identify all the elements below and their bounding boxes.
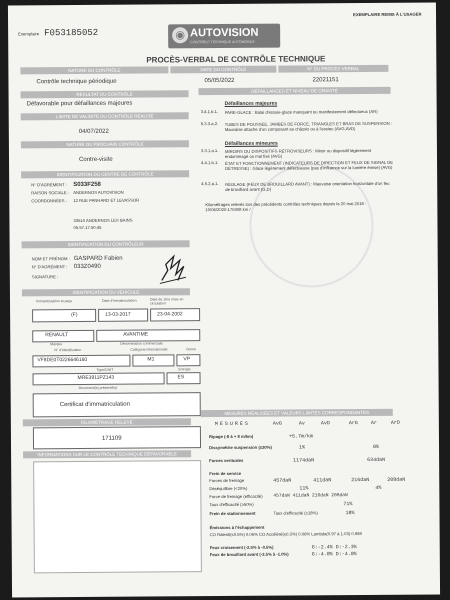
category: M1	[147, 356, 155, 363]
vin-box	[32, 355, 130, 368]
vin: VF8DE0T0226646160	[37, 356, 88, 364]
ripage-label: Ripage (-8 à + 8 m/km)	[208, 433, 254, 440]
stationnement-text: Taux d'efficacité (≥18%)	[273, 510, 318, 516]
brand-subtitle: CONTRÔLE TECHNIQUE AUTOMOBILE	[190, 39, 255, 45]
inspection-report-sheet	[8, 3, 440, 598]
energy-label: Énergie	[178, 367, 191, 372]
feux-cr-value: G:-2.4% D:-2.3%	[311, 544, 357, 551]
genre-label: Genre	[186, 347, 197, 352]
document-number: F053185052	[44, 27, 99, 39]
vehicle-heading: IDENTIFICATION DU VÉHICULE	[22, 288, 190, 296]
minor-title: Défaillances mineures	[224, 140, 278, 147]
feux-cr-label: Feux croisement (-2.5% à -0.5%)	[209, 544, 274, 551]
controller-name: GASPARD Fabien	[73, 255, 123, 263]
validity-date: 04/07/2022	[78, 128, 109, 136]
reg-date-box	[98, 309, 148, 322]
make-label: Marque	[50, 342, 63, 347]
forces-v-label: Forces verticales	[209, 457, 244, 464]
pv-number: 22021151	[312, 77, 339, 84]
document-presented: Certificat d'immatriculation	[59, 401, 130, 409]
major-title: Défaillances majeures	[224, 100, 278, 107]
minor-2-code: 4.4.1.b.1.	[201, 160, 219, 166]
emissions-label: Émissions à l'échappement	[209, 524, 265, 531]
feux-br-label: Feux de brouillard avant (-3.5% à -1.0%)	[209, 551, 289, 558]
energy-box	[167, 372, 201, 384]
autovision-logo	[168, 24, 280, 49]
col-arg: ArG	[348, 420, 358, 427]
country: (F)	[71, 312, 78, 319]
controller-name-label: NOM ET PRÉNOM :	[31, 256, 70, 262]
control-date: 05/05/2022	[204, 77, 235, 85]
minor-3-text: RÉGLAGE (FEUX DE BROUILLARD AVANT) : Mauvaise orientation horizontale d'un feu de brouillard avant (G,D)	[225, 180, 390, 193]
odometer-box	[33, 426, 201, 449]
dissym-ar: 0%	[373, 443, 380, 450]
model-label: Dénomination commerciale	[120, 341, 163, 346]
minor-1-text: MIROIRS OU DISPOSITIFS RÉTROVISEURS : Miroir ou dispositif légèrement endommagé ou mal fixé (AVG)	[224, 147, 372, 160]
centre-agrement: S033F258	[73, 181, 101, 189]
defects-heading: DÉFAILLANCES ET NIVEAU DE GRAVITÉ	[199, 87, 391, 95]
first-date: 23-04-2002	[157, 311, 183, 318]
validity-heading: LIMITE DE VALIDITÉ DU CONTRÔLE RÉALISÉ	[21, 112, 189, 120]
odometer-heading: KILOMÉTRAGE RELEVÉ	[23, 418, 191, 426]
stationnement-value: 18%	[345, 510, 355, 517]
desequ-ar: 4%	[375, 484, 382, 491]
info-box	[33, 460, 202, 573]
model-box	[96, 329, 200, 342]
minor-2-text: ÉTAT ET FONCTIONNEMENT (INDICATEURS DE DIRECTION ET FEUX DE SIGNAL DE DÉTRESSE) : Glace légèrement défectueuse (pas d'influence sur la lumière émise) (AVG)	[225, 159, 394, 172]
next-heading: NATURE DU PROCHAIN CONTRÔLE	[21, 140, 189, 148]
emissions-values: CO Ralenti(≤0.5%) 0.06% CO Accéléré(≤0.3%) 0.06% Lambda(0.97 à 1.03) 0.998	[209, 531, 362, 538]
genre-box	[176, 354, 200, 366]
info-heading: INFORMATIONS SUR LE CONTRÔLE TECHNIQUE DÉFAVORABLE	[23, 450, 191, 458]
signature-label: SIGNATURE :	[31, 274, 59, 280]
first-date-label: Date de 1ère mise en circulation	[149, 297, 184, 306]
desequ-label: Déséquilibre (<20%)	[209, 485, 248, 492]
measures-heading: MESURES RÉALISÉES ET VALEURS LIMITES CORRESPONDANTES	[201, 409, 393, 417]
centre-raison-label: RAISON SOCIALE :	[31, 190, 69, 196]
service-label: Frein de service	[209, 470, 242, 477]
previous-km-note: Kilométrages relevés lors des précédents contrôles techniques depuis le 20 mai 2018 : 10/06/2020:170408 km /	[205, 201, 367, 213]
forces-v-ar: 634daN	[367, 456, 386, 464]
document-title: PROCÈS-VERBAL DE CONTRÔLE TECHNIQUE	[146, 54, 326, 65]
frein-avg: 457daN	[273, 477, 292, 484]
desequ-av: 11%	[299, 485, 309, 492]
copy-note: EXEMPLAIRE REMIS À L'USAGER	[352, 11, 422, 18]
feux-br-value: G:-4.0% D:-4.0%	[311, 551, 357, 558]
major-2-text: TUBES DE POUSSÉE, JAMBES DE FORCE, TRIANGLES ET BRAS DE SUSPENSION : Mauvaise attache d'un composant au châssis ou à l'essieu (AVG,AVD)	[224, 120, 392, 133]
plate-box	[32, 309, 96, 322]
document-prefix: Exemplaire	[18, 31, 40, 37]
forces-v-av: 1174daN	[293, 457, 315, 464]
col-ar: Ar	[370, 419, 377, 426]
car-icon: ◉	[172, 27, 188, 43]
brand-name: AUTOVISION	[190, 26, 259, 40]
reg-date-label: Date d'immatriculation	[101, 298, 137, 303]
energy: ES	[177, 374, 185, 381]
date-heading: DATE DU CONTRÔLE	[170, 66, 276, 74]
result-value: Défavorable pour défaillances majeures	[26, 100, 133, 108]
reg-date: 13-03-2017	[105, 311, 131, 318]
col-avg: AvG	[272, 420, 282, 427]
col-avd: AvD	[320, 420, 330, 427]
major-1-text: PARE-GLACE : Balai d'essuie-glace manquant ou manifestement défectueux (AR)	[224, 108, 378, 115]
result-heading: RÉSULTAT DU CONTRÔLE	[21, 90, 189, 98]
frein-label: Forces de freinage	[209, 477, 245, 484]
centre-address1: 12 RUE PANHARD ET LEVASSOR	[73, 197, 140, 204]
minor-1-code: 3.3.1.a.1.	[200, 148, 219, 154]
force-eff-value: 457daN 411daN 216daN 208daN	[273, 493, 348, 499]
taux-value: 71%	[343, 501, 353, 508]
model: AVANTIME	[123, 331, 149, 338]
genre: VP	[183, 356, 191, 363]
first-date-box	[150, 308, 200, 321]
ripage-value: +5.7m/km	[288, 433, 313, 440]
col-av: Av	[298, 420, 305, 427]
major-1-code: 3.4.1.b.1.	[200, 109, 219, 115]
centre-address2: 33510 ANDERNOS LES BAINS	[73, 217, 133, 224]
dissym-av: 1%	[299, 444, 306, 451]
imm-label: Immatriculation et pays	[35, 299, 73, 304]
controller-agrement-label: N° D'AGRÉMENT :	[31, 264, 68, 270]
centre-phone: 05.57.17.50.45	[73, 224, 102, 231]
centre-raison: ANDERNOS AUTOVISION	[73, 189, 124, 196]
make: RENAULT	[45, 332, 69, 339]
centre-agrement-label: N° D'AGRÉMENT :	[31, 182, 67, 188]
controller-agrement: 033Z0490	[73, 263, 101, 271]
docs-label: Document(s) présenté(s)	[78, 385, 118, 391]
make-box	[32, 330, 94, 342]
frein-ard: 208daN	[387, 476, 406, 483]
type: MRE3911PZ143	[77, 374, 115, 382]
taux-label: Taux d'efficacité (≥50%)	[209, 501, 254, 508]
major-2-code: 5.3.3.a.2.	[200, 121, 219, 127]
col-ard: ArD	[390, 419, 400, 426]
frein-avd: 411daN	[313, 477, 332, 484]
measures-header-label: MESURES	[214, 420, 250, 428]
stationnement-label: Frein de stationnement	[209, 510, 256, 517]
centre-heading: IDENTIFICATION DU CENTRE DE CONTRÔLE	[21, 170, 189, 178]
controller-heading: IDENTIFICATION DU CONTRÔLEUR	[22, 240, 190, 248]
centre-coord-label: COORDONNÉES :	[31, 198, 67, 204]
odometer-value: 171109	[101, 435, 122, 442]
document-box	[33, 392, 201, 417]
signature-mark	[158, 250, 188, 286]
type-label: Type/CNIT	[96, 367, 114, 372]
pv-heading: N° DU PROCÈS VERBAL	[278, 65, 388, 73]
dissym-label: Dissymétrie suspension (≤30%)	[209, 444, 272, 451]
frein-arg: 216daN	[351, 476, 370, 484]
next-control: Contre-visite	[78, 156, 113, 164]
category-box	[132, 354, 174, 366]
type-box	[33, 372, 165, 385]
force-eff-label: Force de freinage (efficacité)	[209, 493, 263, 500]
vin-label: N° d'identification	[54, 347, 82, 353]
category-label: Catégorie internationale	[130, 347, 168, 352]
control-nature: Contrôle technique périodique	[36, 78, 117, 86]
minor-3-code: 4.5.2.a.1.	[201, 181, 219, 187]
nature-heading: NATURE DU CONTRÔLE	[20, 66, 168, 74]
